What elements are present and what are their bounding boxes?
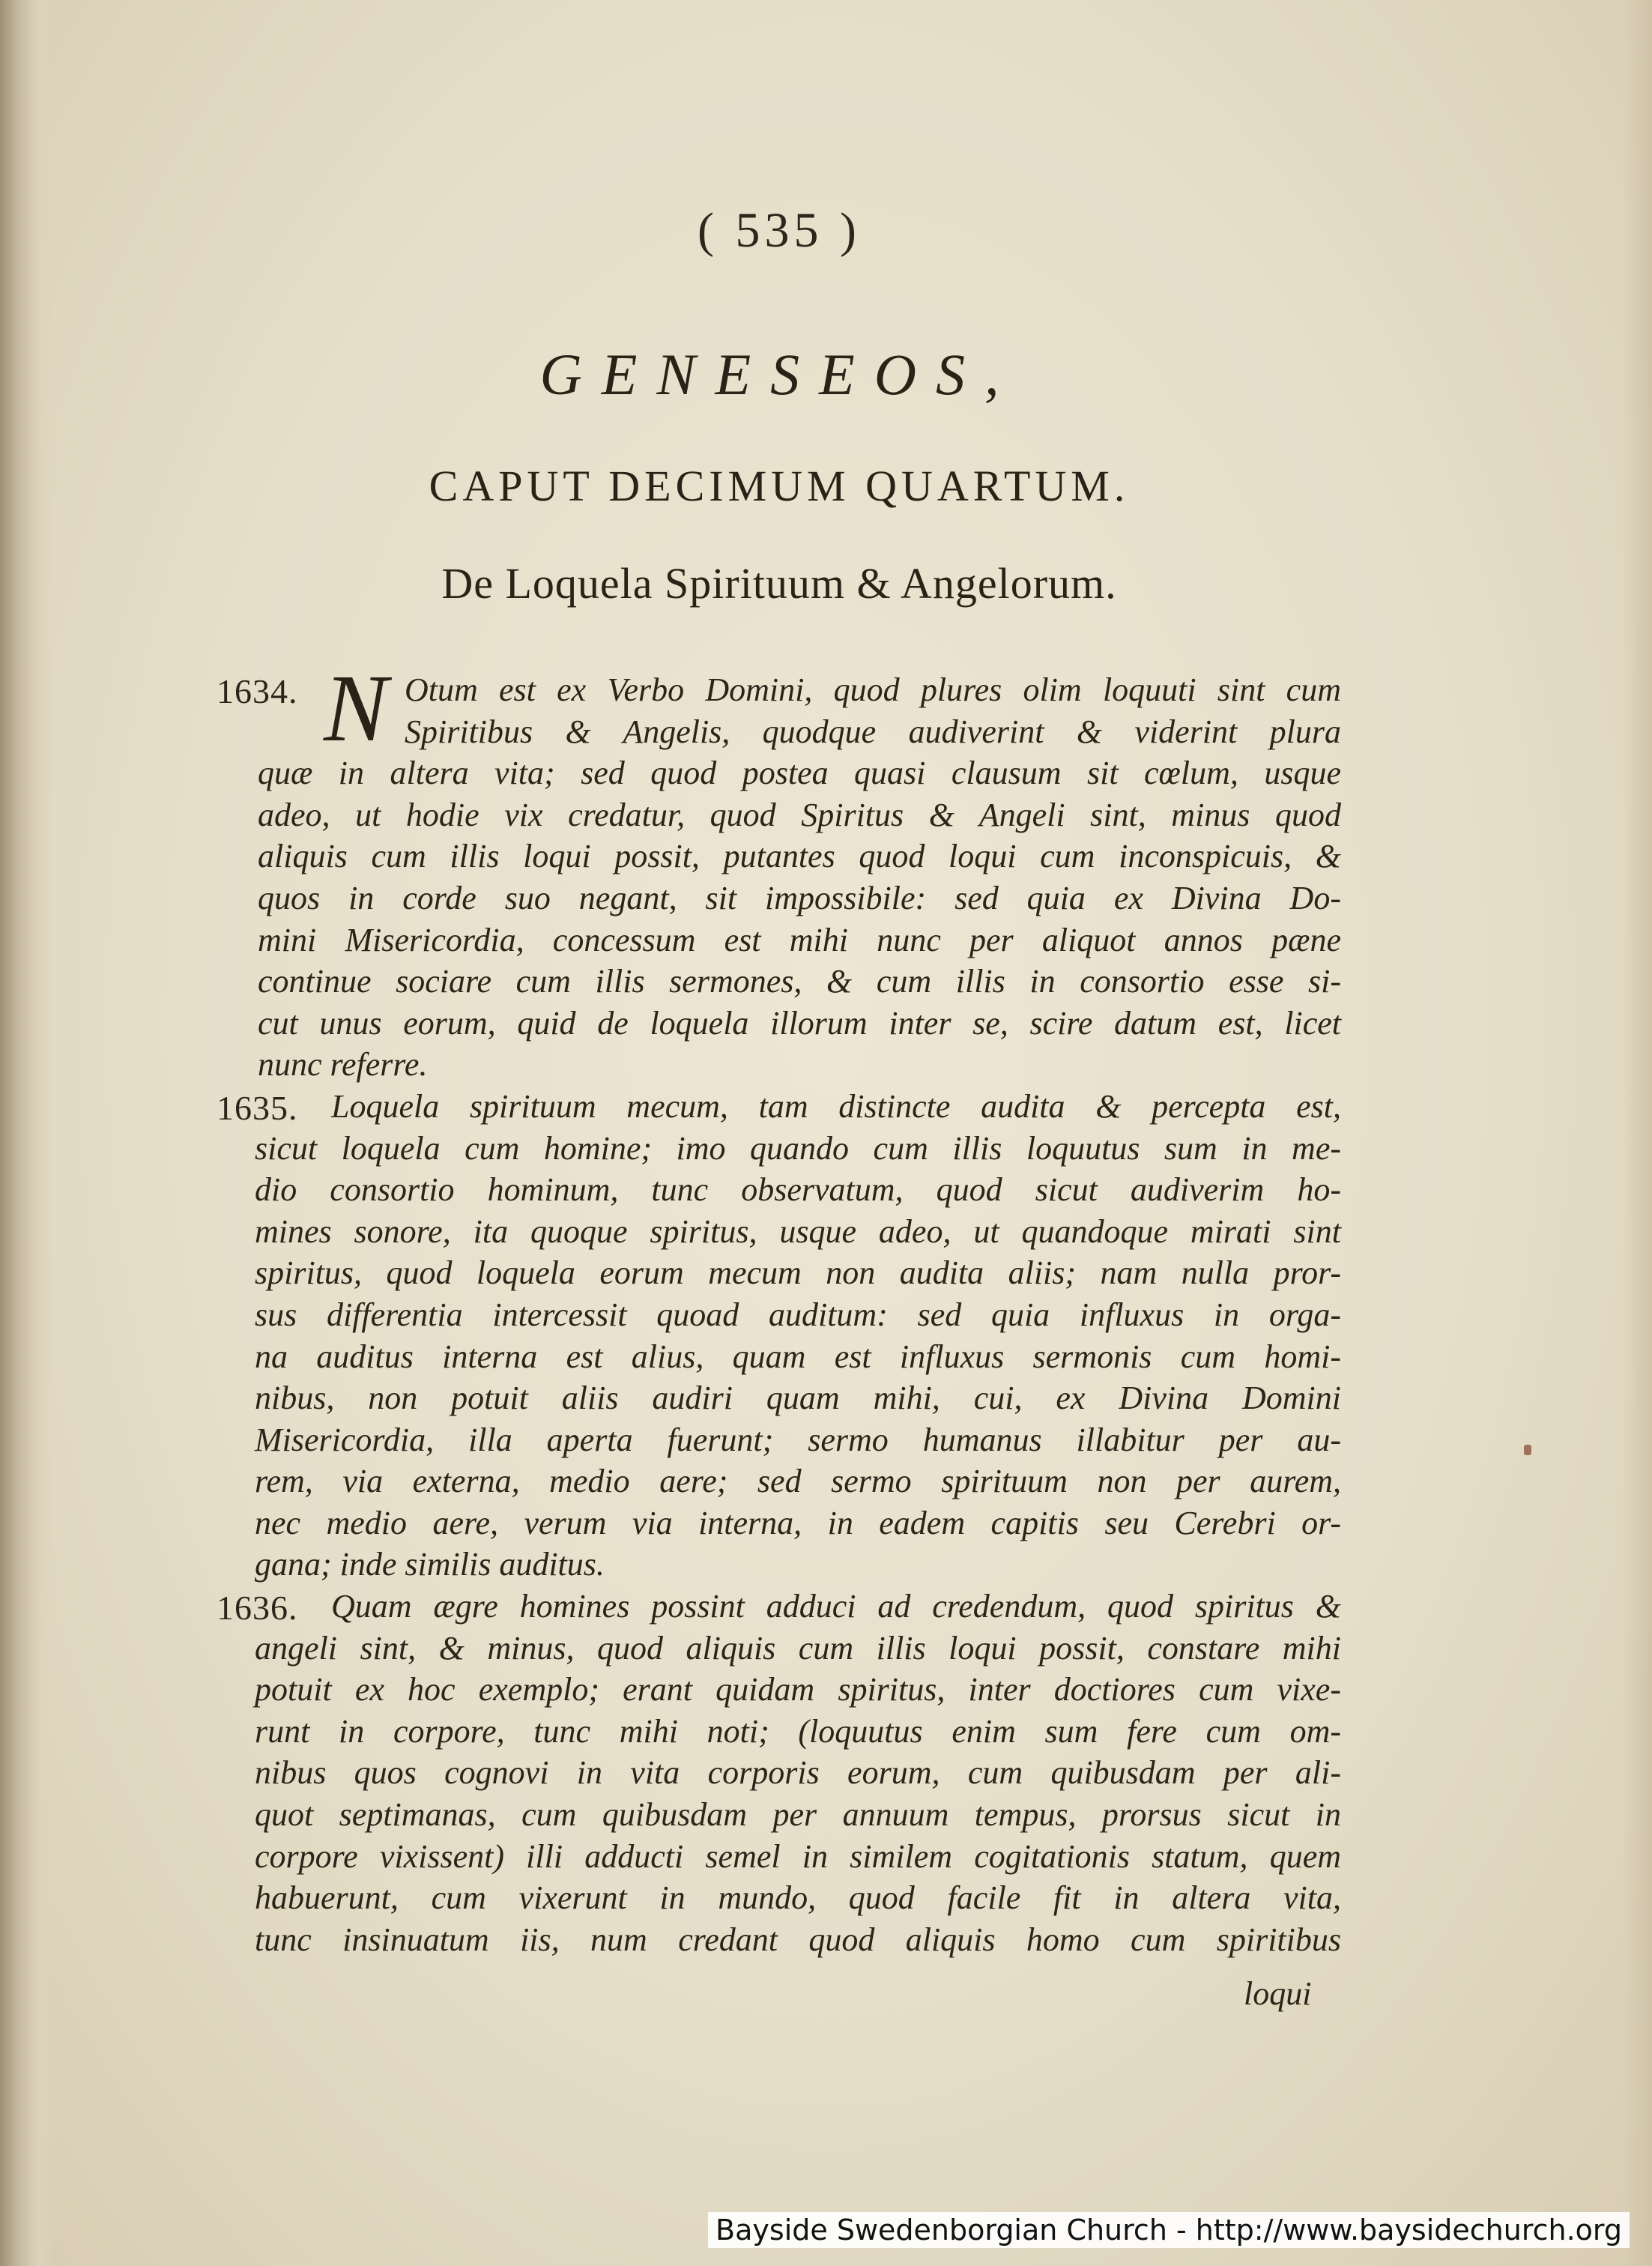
drop-cap: N [324,655,388,761]
text-line: Otum est ex Verbo Domini, quod plures olim loquuti sint cum [405,671,1341,708]
text-line: sus differentia intercessit quoad auditum: sed quia influxus in orga- [255,1296,1341,1333]
text-line: nunc referre. [258,1046,428,1084]
text-line: quos in corde suo negant, sit impossibile: sed quia ex Divina Do- [258,879,1341,916]
catchword: loqui [1244,1975,1312,2012]
paragraph-1635 [217,1086,1341,1586]
text-line: habuerunt, cum vixerunt in mundo, quod facile fit in altera vita, [255,1879,1341,1917]
body-text [217,655,1341,1960]
text-line: quæ in altera vita; sed quod postea quasi clausum sit cœlum, usque [258,755,1341,792]
paragraph-1634 [217,655,1341,1086]
text-line: na auditus interna est alius, quam est influxus sermonis cum homi- [255,1338,1341,1375]
text-line: nibus, non potuit aliis audiri quam mihi, cui, ex Divina Domini [255,1380,1341,1417]
text-line: adeo, ut hodie vix credatur, quod Spiritus & Angeli sint, minus quod [258,796,1341,833]
site-watermark: Bayside Swedenborgian Church - http://www.baysidechurch.org [708,2212,1630,2248]
text-line: cut unus eorum, quid de loquela illorum inter se, scire datum est, licet [258,1004,1341,1042]
text-line: potuit ex hoc exemplo; erant quidam spiritus, inter doctiores cum vixe- [255,1671,1341,1708]
text-line: sicut loquela cum homine; imo quando cum illis loquutus sum in me- [255,1129,1341,1167]
book-title: GENESEOS, [539,342,1019,407]
text-line: dio consortio hominum, tunc observatum, quod sicut audiverim ho- [255,1171,1341,1209]
text-line: nec medio aere, verum via interna, in eadem capitis seu Cerebri or- [255,1504,1341,1541]
text-line: Loquela spirituum mecum, tam distincte audita & percepta est, [331,1087,1341,1125]
paragraph-number: 1636. [217,1589,298,1628]
page-number: ( 535 ) [698,203,861,258]
text-line: rem, via externa, medio aere; sed sermo spirituum non per aurem, [255,1463,1341,1500]
text-line: nibus quos cognovi in vita corporis eorum, cum quibusdam per ali- [255,1754,1341,1792]
text-line: mines sonore, ita quoque spiritus, usque adeo, ut quandoque mirati sint [255,1212,1341,1250]
text-line: Quam ægre homines possint adduci ad credendum, quod spiritus & [331,1588,1341,1625]
text-line: angeli sint, & minus, quod aliquis cum illis loqui possit, constare mihi [255,1629,1341,1667]
text-line: quot septimanas, cum quibusdam per annuum tempus, prorsus sicut in [255,1796,1341,1834]
text-line: gana; inde similis auditus. [255,1546,605,1583]
text-line: Spiritibus & Angelis, quodque audiverint & viderint plura [405,713,1341,750]
text-line: spiritus, quod loquela eorum mecum non audita aliis; nam nulla pror- [255,1254,1341,1292]
book-gutter-shadow [0,0,52,2266]
paragraph-number: 1634. [217,672,298,710]
page-edge-shadow [1622,0,1652,2266]
paragraph-1636 [217,1586,1341,1960]
text-line: corpore vixissent) illi adducti semel in similem cogitationis statum, quem [255,1837,1341,1875]
text-line: runt in corpore, tunc mihi noti; (loquutus enim sum fere cum om- [255,1712,1341,1750]
paper-stain [1524,1445,1531,1455]
text-line: mini Misericordia, concessum est mihi nunc per aliquot annos pæne [258,921,1341,958]
text-line: continue sociare cum illis sermones, & cum illis in consortio esse si- [258,963,1341,1000]
text-line: aliquis cum illis loqui possit, putantes quod loqui cum inconspicuis, & [258,838,1341,875]
text-line: tunc insinuatum iis, num credant quod aliquis homo cum spiritibus [255,1921,1341,1958]
paragraph-number: 1635. [217,1088,298,1127]
chapter-title: CAPUT DECIMUM QUARTUM. [429,462,1130,510]
chapter-subtitle: De Loquela Spirituum & Angelorum. [441,559,1117,608]
text-line: Misericordia, illa aperta fuerunt; sermo humanus illabitur per au- [255,1421,1341,1458]
